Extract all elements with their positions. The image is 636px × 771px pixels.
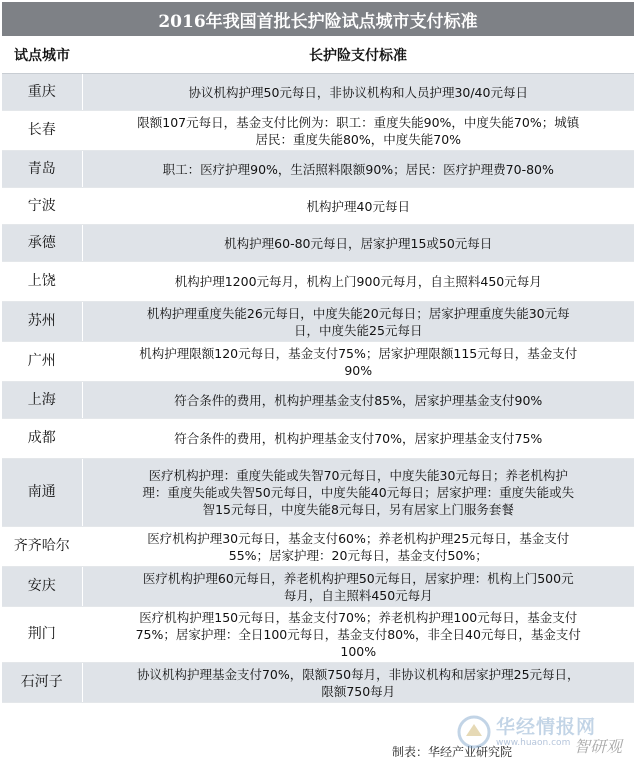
standard-cell: [82, 527, 634, 567]
standard-cell: [82, 459, 634, 527]
watermark-script: 智研观: [574, 737, 623, 756]
table-row: [2, 188, 634, 225]
standard-line: 医疗机构护理30元每日，基金支付60%；养老机构护理25元每日，基金支付: [147, 530, 570, 546]
standard-line: 机构护理限额120元每日，基金支付75%；居家护理限额115元每日，基金支付: [139, 345, 578, 361]
table-row: [2, 225, 634, 262]
table-body: [2, 74, 634, 703]
standard-cell: [82, 663, 634, 703]
standard-cell: [82, 302, 634, 342]
standard-line: 限额750每月: [321, 683, 396, 699]
standard-cell: [82, 151, 634, 188]
standard-line: 100%: [340, 644, 377, 659]
city-cell: 宁波: [2, 188, 82, 225]
watermark-text: 华经情报网: [496, 716, 597, 738]
table-row: [2, 111, 634, 151]
standard-line: 理：重度失能或失智50元每日，中度失能40元每日；居家护理：重度失能或失: [142, 485, 575, 500]
standard-cell: [82, 262, 634, 302]
standard-line: 机构护理60-80元每日，居家护理15或50元每日: [224, 235, 493, 251]
standard-cell: [82, 382, 634, 419]
standard-line: 符合条件的费用，机构护理基金支付70%，居家护理基金支付75%: [174, 431, 543, 446]
city-cell: 广州: [2, 342, 82, 382]
standard-cell: [82, 74, 634, 111]
standard-cell: [82, 225, 634, 262]
table-title-text: 2016年我国首批长护险试点城市支付标准: [158, 11, 478, 32]
city-cell: 安庆: [2, 567, 82, 607]
city-cell: 齐齐哈尔: [2, 527, 82, 567]
standard-line: 协议机构护理基金支付70%，限额750每月，非协议机构和居家护理25元每日，: [136, 666, 580, 682]
standard-line: 符合条件的费用，机构护理基金支付85%，居家护理基金支付90%: [174, 392, 543, 408]
city-cell: 南通: [2, 459, 82, 527]
standard-line: 居民：重度失能80%，中度失能70%: [255, 131, 462, 147]
standard-line: 每月，自主照料450元每月: [283, 587, 433, 603]
city-cell: 石河子: [2, 663, 82, 703]
table-row: [2, 342, 634, 382]
standard-line: 协议机构护理50元每日，非协议机构和人员护理30/40元每日: [188, 84, 528, 100]
standard-line: 日，中度失能25元每日: [294, 322, 423, 338]
table-row: [2, 419, 634, 459]
table-row: [2, 607, 634, 663]
table-row: [2, 567, 634, 607]
standard-line: 智15元每日，中度失能8元每日，另有居家上门服务套餐: [202, 502, 514, 517]
standard-line: 医疗机构护理150元每日，基金支付70%；养老机构护理100元每日，基金支付: [139, 610, 578, 625]
standard-line: 机构护理1200元每月，机构上门900元每月，自主照料450元每月: [174, 274, 542, 289]
standard-line: 医疗机构护理：重度失能或失智70元每日，中度失能30元每日；养老机构护: [148, 468, 568, 483]
header-standard: 长护险支付标准: [82, 37, 634, 74]
table-row: [2, 382, 634, 419]
standard-line: 职工：医疗护理90%，生活照料限额90%；居民：医疗护理费70-80%: [162, 161, 554, 177]
city-cell: 青岛: [2, 151, 82, 188]
standard-line: 90%: [344, 362, 373, 378]
source-note: 制表：华经产业研究院: [391, 745, 512, 759]
standard-line: 55%；居家护理：20元每日，基金支付50%；: [228, 547, 488, 563]
standard-line: 75%；居家护理：全日100元每日，基金支付80%，非全日40元每日，基金支付: [135, 627, 581, 642]
standard-line: 医疗机构护理60元每日，养老机构护理50元每日，居家护理：机构上门500元: [142, 570, 574, 586]
table-row: [2, 302, 634, 342]
city-cell: 荆门: [2, 607, 82, 663]
city-cell: 承德: [2, 225, 82, 262]
watermark-url: www.huaon.com: [496, 738, 571, 748]
city-cell: 上饶: [2, 262, 82, 302]
table-row: [2, 151, 634, 188]
table-row: [2, 663, 634, 703]
standard-cell: [82, 111, 634, 151]
standard-line: 限额107元每日，基金支付比例为：职工：重度失能90%，中度失能70%；城镇: [137, 114, 580, 130]
city-cell: 成都: [2, 419, 82, 459]
table-row: [2, 74, 634, 111]
table-row: [2, 262, 634, 302]
table-title: [2, 2, 634, 36]
standard-cell: [82, 342, 634, 382]
standard-line: 机构护理重度失能26元每日，中度失能20元每日；居家护理重度失能30元每: [146, 305, 570, 321]
table-row: [2, 459, 634, 527]
standard-cell: [82, 188, 634, 225]
standard-cell: [82, 567, 634, 607]
standard-cell: [82, 607, 634, 663]
standard-line: 机构护理40元每日: [306, 198, 410, 214]
city-cell: 长春: [2, 111, 82, 151]
header-row: [2, 37, 634, 74]
table-row: [2, 527, 634, 567]
standard-cell: [82, 419, 634, 459]
city-cell: 重庆: [2, 74, 82, 111]
city-cell: 苏州: [2, 302, 82, 342]
payment-standards-table: [2, 37, 634, 703]
header-city: 试点城市: [2, 37, 82, 74]
city-cell: 上海: [2, 382, 82, 419]
